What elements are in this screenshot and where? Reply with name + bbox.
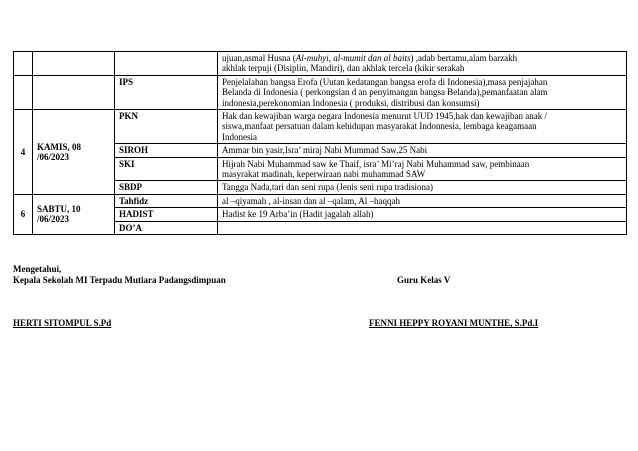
description-line: siswa,manfaat persatuan dalam kehidupan masyarakat Indonnesia, lembaga keagamaan <box>222 121 537 132</box>
subject-cell: Tahfidz <box>115 194 218 207</box>
description-line: Hak dan kewajiban warga negara Indonesia menurut UUD 1945,hak dan kewajiban anak / <box>222 111 547 122</box>
description-line: Tangga Nada,tari dan seni rupa (Jenis seni rupa tradisiona) <box>222 182 434 193</box>
description-line: Hijrah Nabi Muhammad saw ke Thaif, isra’ Mi’raj Nabi Muhammad saw, pembinaan <box>222 158 530 169</box>
description-line: Hadist ke 19 Arba’in (Hadit jagalah allah) <box>222 209 374 220</box>
subject-cell: HADIST <box>115 208 218 221</box>
subject-cell: SKI <box>115 157 218 181</box>
description-cell <box>218 52 627 76</box>
description-cell <box>218 75 627 109</box>
no-cell: 4 <box>14 110 33 195</box>
table-row <box>14 194 627 207</box>
acknowledged-label: Mengetahui, <box>13 264 62 274</box>
day-cell <box>33 52 115 76</box>
no-cell <box>14 75 33 109</box>
subject-cell <box>115 52 218 76</box>
teacher-name: FENNI HEPPY ROYANI MUNTHE, S.Pd.I <box>369 318 539 328</box>
description-cell <box>218 221 627 234</box>
subject-cell: IPS <box>115 75 218 109</box>
subject-cell: DO’A <box>115 221 218 234</box>
description-cell <box>218 208 627 221</box>
italic-text: Al-muhyi, al-mumit dan al baits <box>295 53 411 63</box>
description-line: indonesia,perekonomian Indonesia ( produksi, distribusi dan konsumsi) <box>222 97 480 108</box>
table-row <box>14 52 627 76</box>
teacher-title: Guru Kelas V <box>397 275 451 285</box>
principal-title: Kepala Sekolah MI Terpadu Mutiara Padangsdimpuan <box>13 275 226 285</box>
description-line <box>222 223 622 233</box>
no-cell <box>14 52 33 76</box>
description-line: al –qiyamah , al-insan dan al –qalam, Al –haqqah <box>222 195 400 206</box>
description-line: Belanda di Indonesia ( perkongsian d an penyimangan bangsa Belanda),pemanfaatan alam <box>222 87 548 98</box>
subject-cell: SIROH <box>115 144 218 157</box>
day-cell: KAMIS, 08 /06/2023 <box>33 110 115 195</box>
description-line: Penjelalahan bangsa Erofa (Uutan kedatangan bangsa erofa di Indonesia),masa penjajahan <box>222 76 548 87</box>
description-line: Indonesia <box>222 131 257 142</box>
day-cell <box>33 75 115 109</box>
description-line: ujuan,asmal Husna (Al-muhyi, al-mumit dan al baits) ,adab bertamu,alam barzakh <box>222 53 518 63</box>
table-row <box>14 110 627 144</box>
schedule-table <box>13 51 627 235</box>
description-line: masyrakat madinah, keperwiraan nabi muhammad SAW <box>222 169 426 180</box>
day-cell: SABTU, 10 /06/2023 <box>33 194 115 234</box>
subject-cell: PKN <box>115 110 218 144</box>
no-cell: 6 <box>14 194 33 234</box>
principal-name: HERTI SITOMPUL S.Pd <box>13 318 112 328</box>
description-cell <box>218 181 627 194</box>
subject-cell: SBDP <box>115 181 218 194</box>
description-cell <box>218 157 627 181</box>
description-line: Ammar bin yasir,Isra’ miraj Nabi Mummad Saw,25 Nabi <box>222 145 428 156</box>
description-cell <box>218 144 627 157</box>
description-cell <box>218 110 627 144</box>
table-row <box>14 75 627 109</box>
description-cell <box>218 194 627 207</box>
description-line: akhlak terpuji (Disiplin, Mandiri), dan akhlak tercela (kikir serakah <box>222 63 465 74</box>
